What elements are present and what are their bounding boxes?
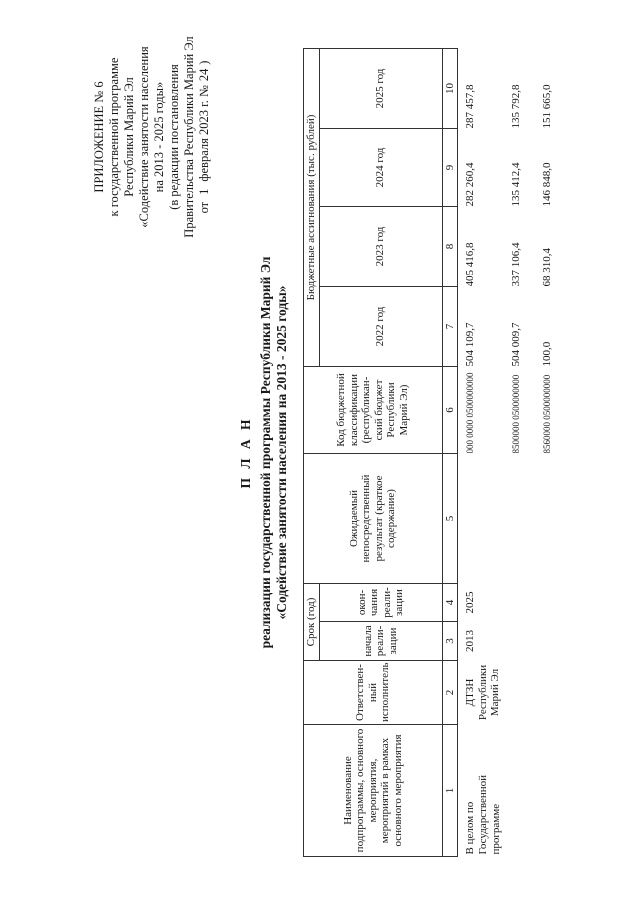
cell-start [535,622,566,661]
cell-result [504,454,535,584]
subtitle-line: «Содействие занятости населения на 2013 - 2025 годы» [274,285,289,620]
cell-executor: ДТЗН Республики Марий Эл [464,664,501,721]
cell-name [504,725,535,857]
cell-2025: 135 792,8 [510,84,522,129]
cell-2022: 100,0 [541,341,553,367]
cell-name: В целом по Государственной программе [464,774,502,855]
date-month-year: февраля 2023 г. [197,100,211,182]
cell-end [535,584,566,622]
appendix-block [92,21,212,253]
cell-2023: 337 106,4 [510,242,522,287]
header-budget: Бюджетные ассигнования (тыс. рублей) [304,48,320,366]
appendix-line: Правительства Республики Марий Эл [182,36,196,238]
table-row [458,48,505,856]
cell-name [535,725,566,857]
cell-2025: 287 457,8 [464,84,476,129]
cell-result [458,454,505,584]
appendix-line: к государственной программе [107,57,121,217]
header-term: Срок (год) [304,584,320,661]
appendix-line: (в редакции постановления [167,64,181,210]
cell-kbk: 000 0000 0500000000 [465,372,475,454]
document-number: 24 [197,68,211,82]
subtitle-line: реализации государственной программы Республики Марий Эл [258,256,273,649]
column-number: 9 [442,129,458,207]
cell-2022: 504 109,7 [464,322,476,367]
plan-title: П Л А Н [238,416,253,489]
column-number: 1 [442,725,458,857]
cell-2024: 282 260,4 [464,162,476,207]
header-year-2022: 2022 год [319,287,442,367]
table-row [535,48,566,856]
header-name: Наименование подпрограммы, основного мероприятия, мероприятий в рамках основного мероприятия [304,725,443,857]
date-day: 1 [197,188,211,195]
closing-bracket: ) [197,60,211,65]
cell-2024: 146 848,0 [541,162,553,207]
appendix-line: ПРИЛОЖЕНИЕ № 6 [92,81,106,193]
cell-2024: 135 412,4 [510,162,522,207]
appendix-line: на 2013 - 2025 годы» [152,81,166,193]
appendix-line: «Содействие занятости населения [137,46,151,228]
plan-table [303,48,566,857]
cell-2022: 504 009,7 [510,322,522,367]
column-number: 4 [442,584,458,622]
header-executor: Ответствен-ный исполнитель [304,661,443,725]
appendix-date-line [197,21,212,253]
cell-start: 2013 [464,630,476,652]
cell-executor [504,661,535,725]
number-label: № [197,85,211,97]
header-start: начала реали-зации [319,622,442,661]
cell-end [504,584,535,622]
appendix-line: Республики Марий Эл [122,77,136,197]
cell-2023: 68 310,4 [541,248,553,287]
header-year-2023: 2023 год [319,207,442,287]
cell-kbk: 8500000 0500000000 [511,374,521,454]
header-end: окон-чания реали-зации [319,584,442,622]
column-number: 2 [442,661,458,725]
column-number: 5 [442,454,458,584]
column-number: 6 [442,367,458,454]
cell-2025: 151 665,0 [541,84,553,129]
table-row [504,48,535,856]
column-number: 7 [442,287,458,367]
column-number: 3 [442,622,458,661]
column-number: 10 [442,48,458,128]
cell-result [535,454,566,584]
cell-executor [535,661,566,725]
column-number-row [442,48,458,856]
plan-subtitle [258,0,290,905]
cell-end: 2025 [464,591,476,614]
date-prefix: от [197,201,211,214]
cell-start [504,622,535,661]
header-year-2024: 2024 год [319,129,442,207]
column-number: 8 [442,207,458,287]
header-result: Ожидаемый непосредственный результат (краткое содержание) [304,454,443,584]
header-year-2025: 2025 год [319,48,442,128]
cell-2023: 405 416,8 [464,242,476,287]
cell-kbk: 8560000 0500000000 [542,374,552,454]
header-kbk: Код бюджетной классификации (республикан-ский бюджет Республики Марий Эл) [304,367,443,454]
